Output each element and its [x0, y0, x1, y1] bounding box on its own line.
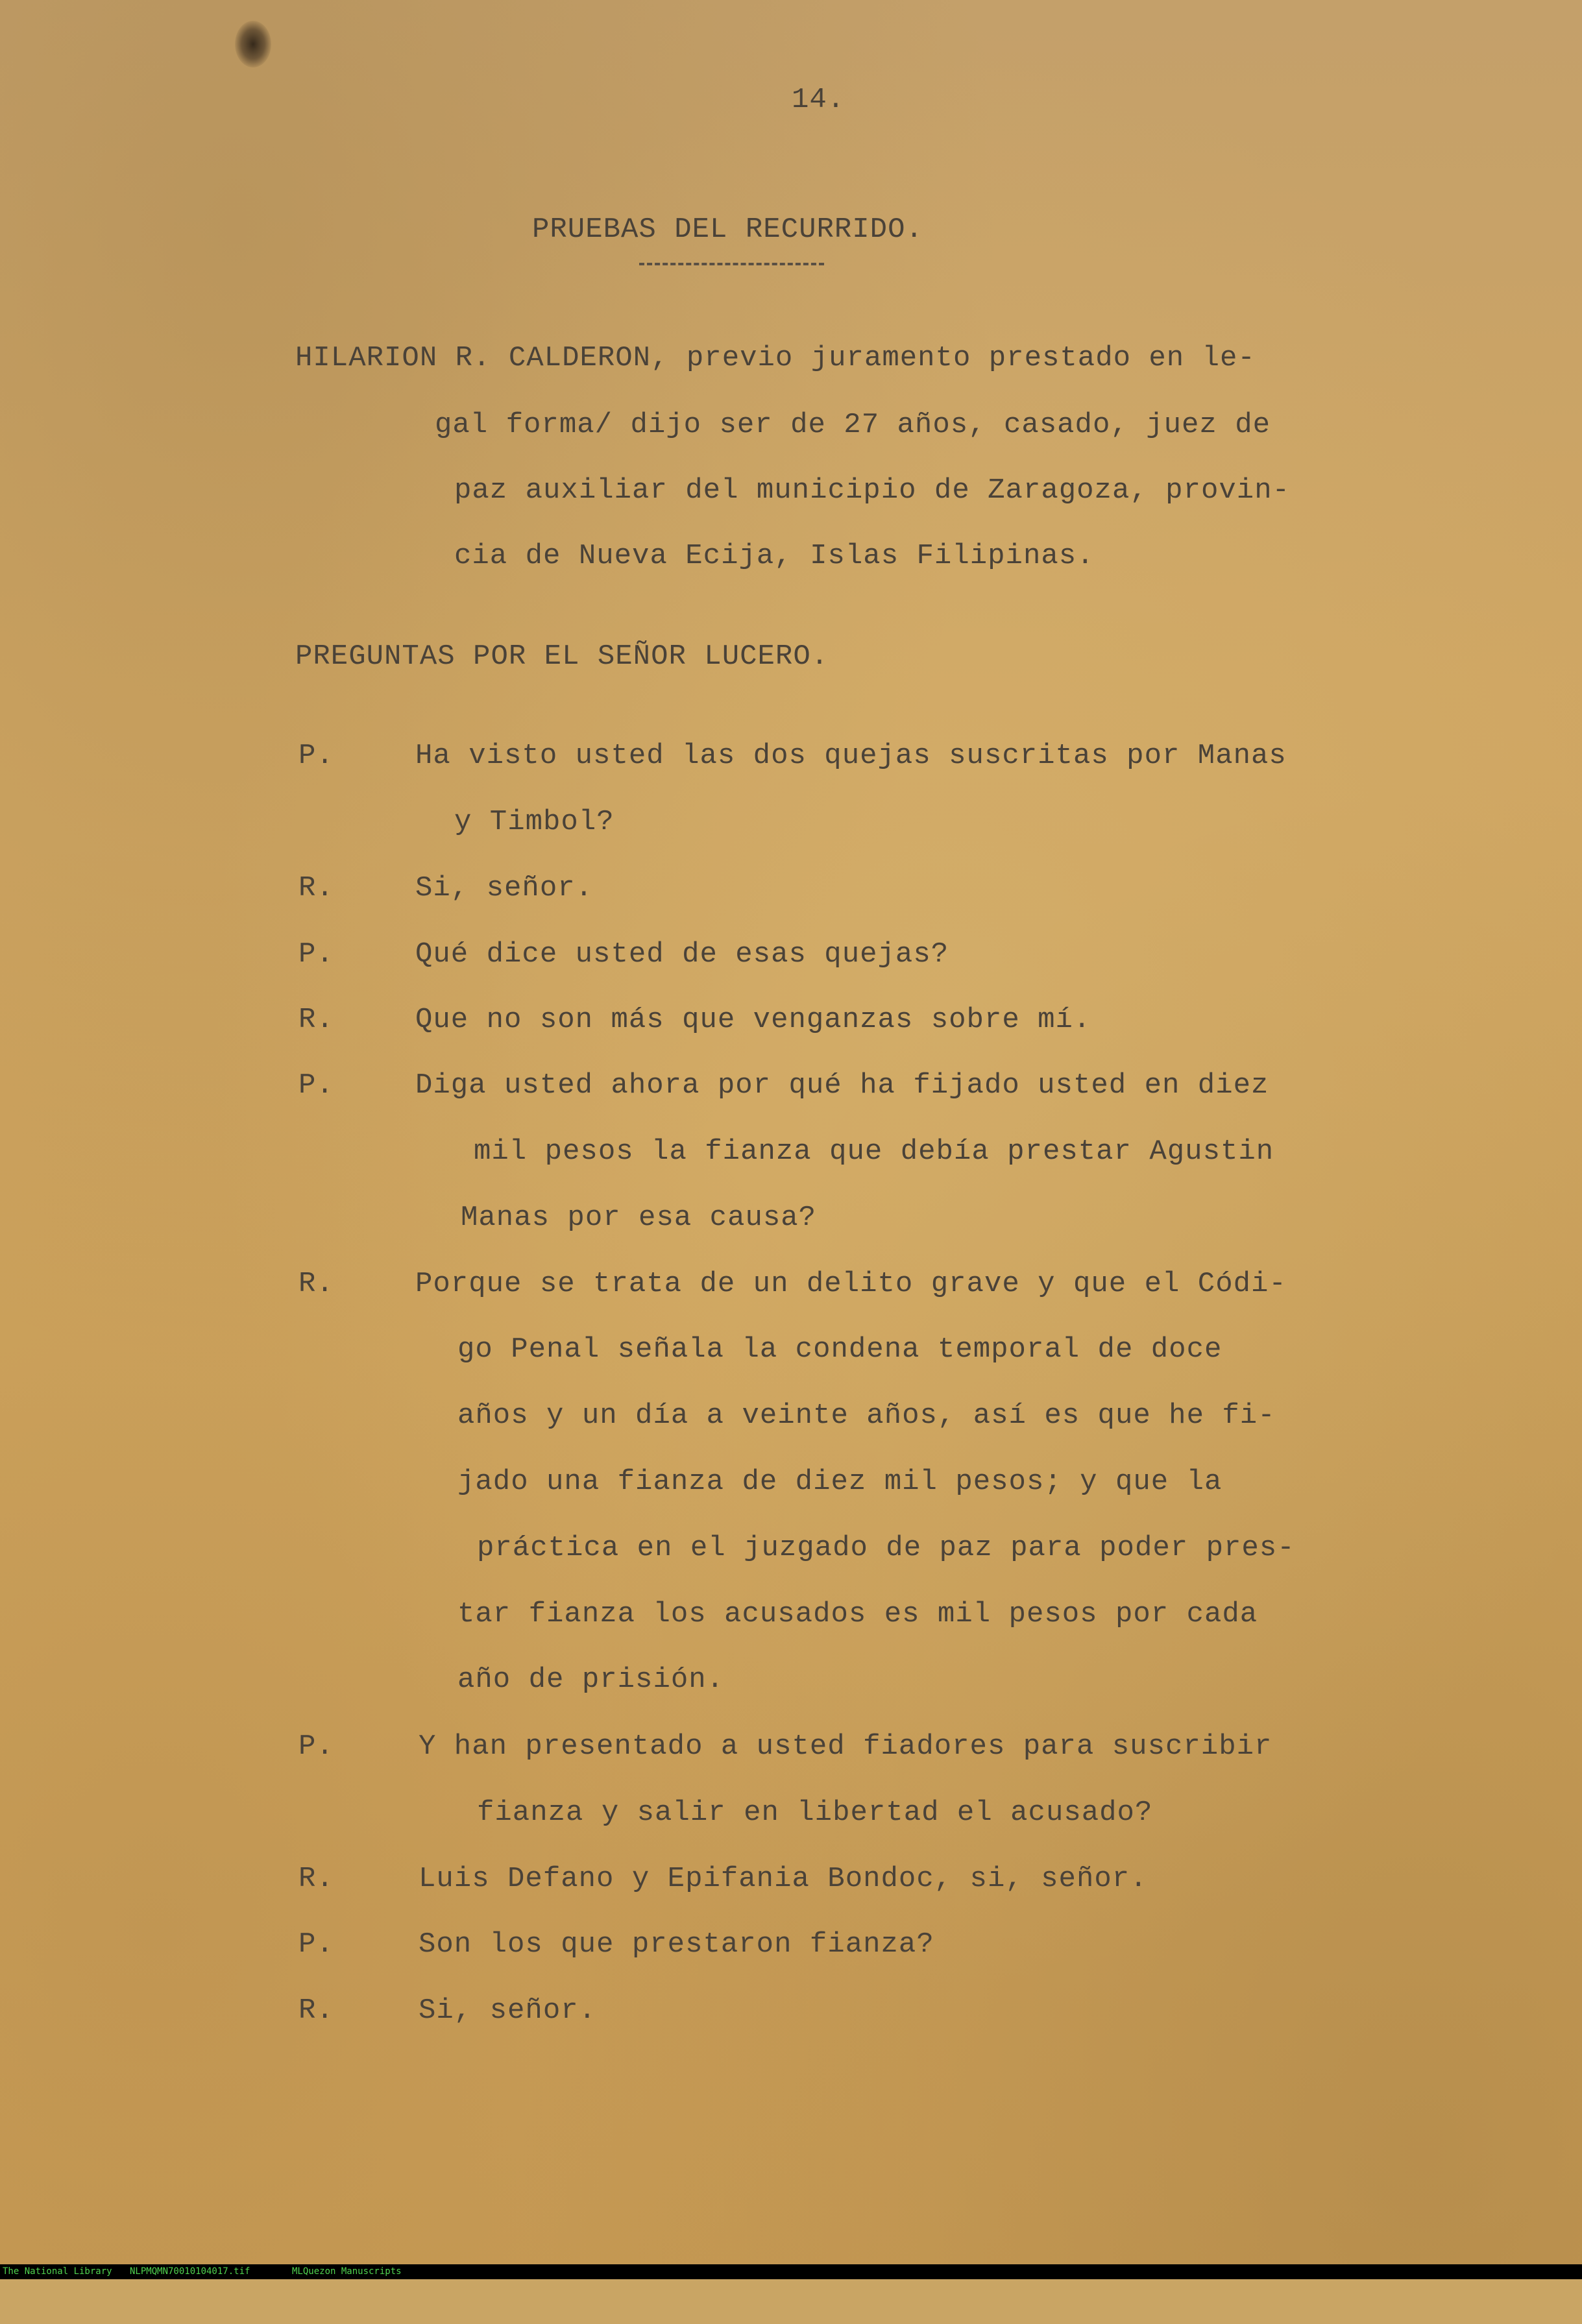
- speaker-label: R.: [298, 872, 334, 904]
- dialogue-line: año de prisión.: [457, 1664, 725, 1696]
- speaker-label: R.: [298, 1004, 334, 1036]
- dialogue-line: Y han presentado a usted fiadores para suscribir: [419, 1730, 1272, 1763]
- dialogue-line: Manas por esa causa?: [461, 1202, 817, 1234]
- speaker-label: R.: [298, 1863, 334, 1895]
- speaker-label: P.: [298, 1069, 334, 1102]
- footer-library: The National Library: [3, 2266, 112, 2277]
- ink-stain: [235, 21, 271, 67]
- dialogue-line: Diga usted ahora por qué ha fijado usted en diez: [415, 1069, 1269, 1102]
- dialogue-line: fianza y salir en libertad el acusado?: [477, 1797, 1153, 1829]
- dialogue-line: años y un día a veinte años, así es que he fi-: [457, 1399, 1276, 1432]
- scan-footer: [0, 2264, 1582, 2279]
- speaker-label: P.: [298, 1730, 334, 1763]
- dialogue-line: Qué dice usted de esas quejas?: [415, 938, 949, 971]
- dialogue-line: Si, señor.: [415, 872, 594, 904]
- speaker-label: P.: [298, 938, 334, 971]
- dialogue-line: Que no son más que venganzas sobre mí.: [415, 1004, 1091, 1036]
- title-underline: [639, 263, 824, 265]
- speaker-label: R.: [298, 1268, 334, 1300]
- body-line: gal forma/ dijo ser de 27 años, casado, juez de: [435, 409, 1271, 441]
- dialogue-line: práctica en el juzgado de paz para poder pres-: [477, 1532, 1295, 1564]
- section-heading: PREGUNTAS POR EL SEÑOR LUCERO.: [295, 640, 829, 673]
- speaker-label: P.: [298, 1928, 334, 1961]
- body-line: cia de Nueva Ecija, Islas Filipinas.: [454, 540, 1095, 572]
- page-number: 14.: [792, 84, 846, 116]
- dialogue-line: Si, señor.: [419, 1994, 597, 2027]
- page-title: PRUEBAS DEL RECURRIDO.: [532, 213, 923, 246]
- dialogue-line: Son los que prestaron fianza?: [419, 1928, 934, 1961]
- footer-file: NLPMQMN70010104017.tif: [130, 2266, 250, 2277]
- dialogue-line: jado una fianza de diez mil pesos; y que la: [457, 1466, 1223, 1498]
- body-line: paz auxiliar del municipio de Zaragoza, provin-: [454, 474, 1291, 507]
- dialogue-line: go Penal señala la condena temporal de doce: [457, 1333, 1223, 1366]
- footer-collection: MLQuezon Manuscripts: [292, 2266, 402, 2277]
- speaker-label: P.: [298, 740, 334, 772]
- body-line: HILARION R. CALDERON, previo juramento prestado en le-: [295, 342, 1256, 374]
- speaker-label: R.: [298, 1994, 334, 2027]
- dialogue-line: tar fianza los acusados es mil pesos por cada: [457, 1598, 1258, 1630]
- dialogue-line: Luis Defano y Epifania Bondoc, si, señor.: [419, 1863, 1148, 1895]
- dialogue-line: mil pesos la fianza que debía prestar Agustin: [474, 1135, 1274, 1168]
- dialogue-line: Porque se trata de un delito grave y que el Códi-: [415, 1268, 1287, 1300]
- dialogue-line: y Timbol?: [454, 806, 615, 838]
- dialogue-line: Ha visto usted las dos quejas suscritas por Manas: [415, 740, 1287, 772]
